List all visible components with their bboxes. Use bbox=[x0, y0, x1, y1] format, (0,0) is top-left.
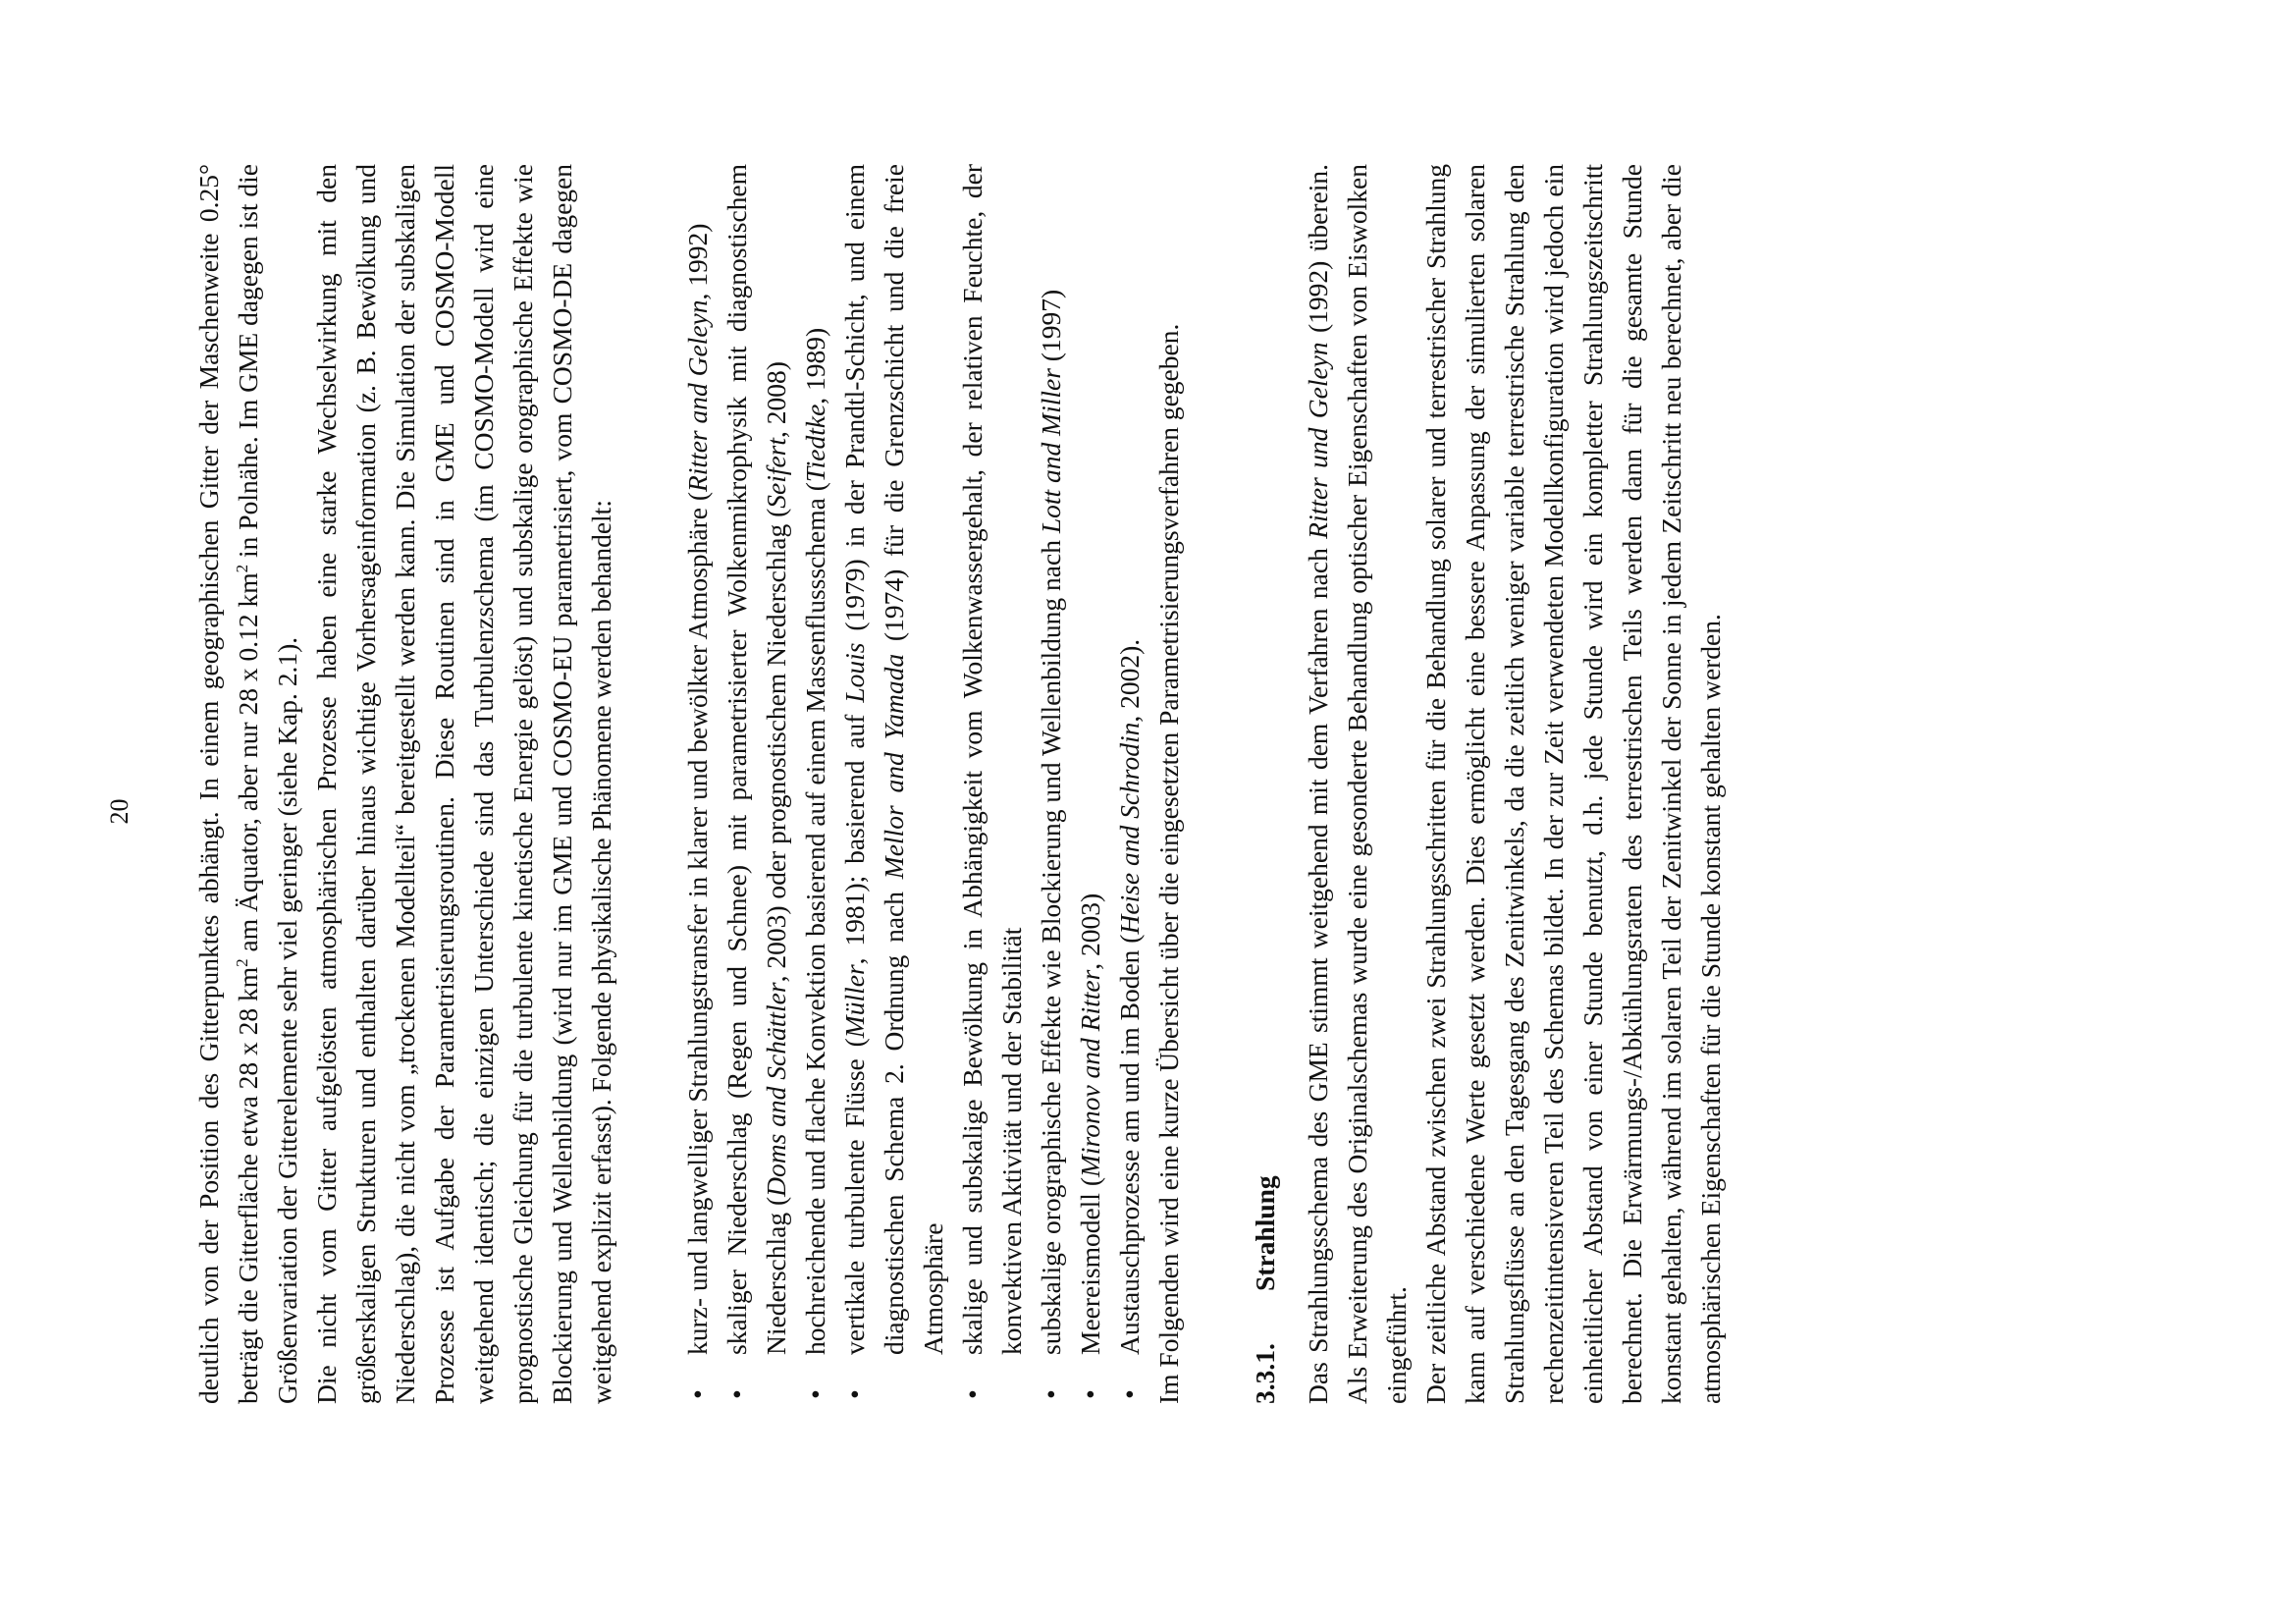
citation: Ritter und Geleyn bbox=[1303, 342, 1333, 539]
section-title: Strahlung bbox=[1250, 1175, 1280, 1291]
bullet-icon: • bbox=[957, 1389, 988, 1399]
list-item: • Meereismodell (Mironov and Ritter, 2003) bbox=[1071, 164, 1110, 1404]
superscript: 2 bbox=[232, 564, 251, 573]
paragraph-subgrid-processes: Die nicht vom Gitter aufgelösten atmosphärischen Prozesse haben eine starke Wechselwirkung mit den größerskaligen Strukturen und enthalten darüber hinaus wichtige Vorhersageinformation (z. B. Bewölkung und Niederschlag), die nicht vom „trockenen Modellteil“ bereitgestellt werden kann. Die Simulation der subskaligen Prozesse ist Aufgabe der Parametrisierungsroutinen. Diese Routinen sind in GME und COSMO-Modell weitgehend identisch; die einzigen Unterschiede sind das Turbulenzschema (im COSMO-Modell wird eine prognostische Gleichung für die turbulente kinetische Energie gelöst) und subskalige orographische Effekte wie Blockierung und Wellenbildung (wird nur im GME und COSMO-EU parametrisiert, vom COSMO-DE dagegen weitgehend explizit erfasst). Folgende physikalische Phänomene werden behandelt: bbox=[311, 164, 616, 1404]
paragraph-overview: Im Folgenden wird eine kurze Übersicht über die eingesetzten Parametrisierungsverfahren gegeben. bbox=[1153, 323, 1184, 1404]
bullet-icon: • bbox=[721, 1389, 752, 1399]
body-text bbox=[189, 164, 1731, 1404]
citation: Müller bbox=[839, 964, 870, 1039]
text-run: am Äquator, aber nur 28 x 0.12 km bbox=[233, 572, 263, 959]
section-number: 3.3.1. bbox=[1250, 1343, 1280, 1404]
paragraph-radiation-timestep: Der zeitliche Abstand zwischen zwei Strahlungsschritten für die Behandlung solarer und terrestrischer Strahlung kann auf verschiedene Werte gesetzt werden. Dies ermöglicht eine bessere Anpassung der simulierten solaren Strahlungsflüsse an den Tagesgang des Zenitwinkels, da die zeitlich weniger variable terrestrische Strahlung den rechenzeitintensiveren Teil des Schemas bildet. In der zur Zeit verwendeten Modellkonfiguration wird jedoch ein einheitlicher Abstand von einer Stunde benutzt, d.h. jede Stunde wird ein kompletter Strahlungszeitschritt berechnet. Die Erwärmungs-/Abkühlungsraten des terrestrischen Teils werden dann für die gesamte Stunde konstant gehalten, während im solaren Teil der Zenitwinkel der Sonne in jedem Zeitschritt neu berechnet, aber die atmosphärischen Eigenschaften für die Stunde konstant gehalten werden. bbox=[1420, 164, 1726, 1404]
citation: Ritter and Geleyn bbox=[682, 299, 713, 493]
bullet-icon: • bbox=[1114, 1389, 1145, 1399]
superscript: 2 bbox=[232, 958, 251, 967]
list-item: • hochreichende und flache Konvektion basierend auf einem Massenflussschema (Tiedtke, 1989) bbox=[796, 164, 835, 1404]
citation: Mellor and Yamada bbox=[879, 653, 909, 880]
list-item: • subskalige orographische Effekte wie Blockierung und Wellenbildung nach Lott and Miller (1997) bbox=[1032, 164, 1071, 1404]
bullet-icon: • bbox=[1075, 1389, 1105, 1399]
paragraph-grid-resolution bbox=[189, 164, 307, 1404]
paragraph-radiation-scheme: Das Strahlungsschema des GME stimmt weitgehend mit dem Verfahren nach Ritter und Geleyn (1992) überein. Als Erweiterung des Originalschemas wurde eine gesonderte Behandlung optischer Eigenschaften von Eiswolken eingeführt. bbox=[1303, 164, 1412, 1404]
text-run: in Polnähe. Im GME dagegen ist die Größenvariation der Gitterelemente sehr viel geringer (siehe Kap. 2.1). bbox=[233, 163, 302, 1404]
bullet-icon: • bbox=[682, 1389, 713, 1399]
list-item: • vertikale turbulente Flüsse (Müller, 1981); basierend auf Louis (1979) in der Prandtl-Schicht, und einem diagnostischen Schema 2. Ordnung nach Mellor and Yamada (1974) für die Grenzschicht und die freie Atmosphäre bbox=[835, 164, 953, 1404]
citation: Seifert bbox=[761, 437, 791, 509]
bullet-icon: • bbox=[839, 1389, 870, 1399]
list-item: • kurz- und langwelliger Strahlungstransfer in klarer und bewölkter Atmosphäre (Ritter and Geleyn, 1992) bbox=[678, 164, 718, 1404]
list-item: • skalige und subskalige Bewölkung in Abhängigkeit vom Wolkenwassergehalt, der relativen Feuchte, der konvektiven Aktivität und der Stabilität bbox=[953, 164, 1032, 1404]
citation: Doms and Schättler bbox=[761, 982, 791, 1197]
citation: Mironov and Ritter bbox=[1075, 969, 1105, 1178]
text-run: deutlich von der Position des Gitterpunktes abhängt. In einem geographischen Gitter der Maschenweite 0.25° beträgt die Gitterfläche etwa 28 x 28 km bbox=[193, 164, 263, 1404]
page-number: 20 bbox=[105, 798, 133, 825]
section-heading bbox=[1246, 164, 1285, 1404]
citation: Heise and Schrodin bbox=[1114, 722, 1145, 935]
citation: Tiedtke bbox=[800, 404, 830, 483]
list-item: • skaliger Niederschlag (Regen und Schnee) mit parametrisierter Wolkenmikrophysik mit diagnostischem Niederschlag (Doms and Schättler, 2003) oder prognostischem Niederschlag (Seifert, 2008) bbox=[718, 164, 796, 1404]
citation: Lott and Miller bbox=[1036, 368, 1066, 534]
bullet-icon: • bbox=[800, 1389, 830, 1399]
list-item: • Austauschprozesse am und im Boden (Heise and Schrodin, 2002). bbox=[1110, 164, 1149, 1404]
spacer bbox=[621, 164, 678, 1404]
citation: Louis bbox=[839, 642, 870, 703]
physics-list bbox=[678, 164, 1149, 1404]
bullet-icon: • bbox=[1036, 1389, 1066, 1399]
